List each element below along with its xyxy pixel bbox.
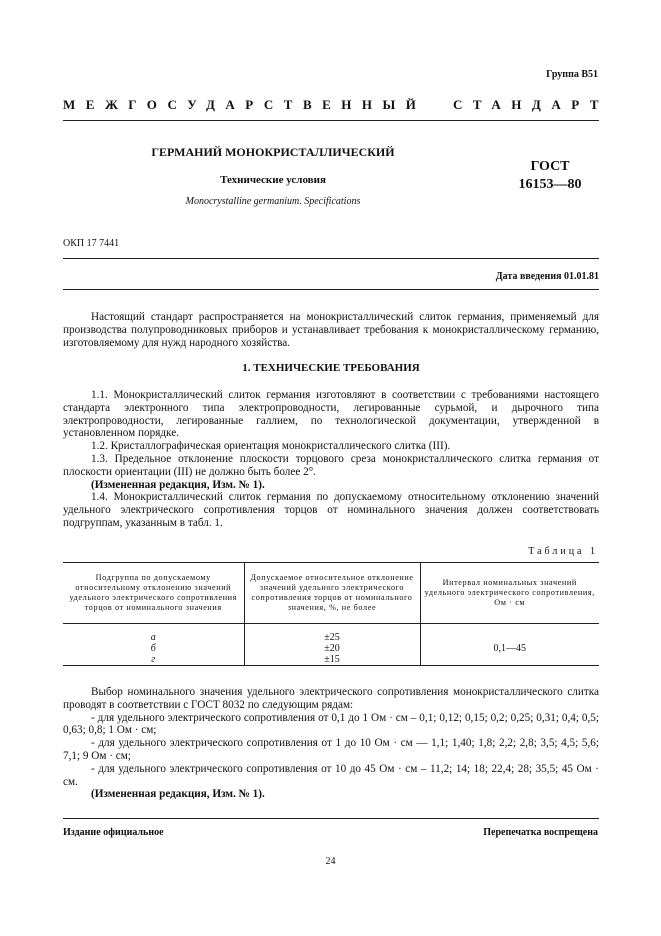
subgroup-b: б (150, 643, 156, 654)
header-deviation: Допускаемое относительное отклонение значений удельного электрического сопротивления торцов от номинального значения, %, не более (244, 563, 420, 624)
gost-number: 16153—80 (518, 177, 582, 192)
english-title: Monocrystalline germanium. Specifications (185, 196, 361, 207)
clause-1-3: 1.3. Предельное отклонение плоскости торцового среза монокристаллического слитка германия от плоскости ориентации (III) не должно быть более 2°. (63, 452, 599, 478)
page-number: 24 (325, 856, 336, 867)
document-subtitle: Технические условия (220, 174, 326, 186)
introduction-date: Дата введения 01.01.81 (495, 271, 599, 282)
subgroup-cell (63, 632, 244, 666)
document-title: ГЕРМАНИЙ МОНОКРИСТАЛЛИЧЕСКИЙ (151, 145, 395, 159)
banner-interstate: МЕЖГОСУДАРСТВЕННЫЙ (63, 97, 427, 112)
intro-paragraph (63, 311, 599, 349)
table-caption: Таблица 1 (528, 546, 598, 557)
reprint-prohibited: Перепечатка воспрещена (483, 827, 598, 838)
date-rule (63, 289, 599, 290)
clause-1-2: 1.2. Кристаллографическая ориентация монокристаллического слитка (III). (91, 440, 451, 453)
series-intro: Выбор номинального значения удельного электрического сопротивления монокристаллического слитка проводят в соответствии с ГОСТ 8032 по следующим рядам: (63, 686, 599, 711)
banner-rule (63, 120, 599, 121)
gost-label: ГОСТ (530, 159, 570, 174)
subgroup-table (63, 562, 599, 666)
deviation-g: ±15 (324, 654, 340, 665)
series-row-1: - для удельного электрического сопротивления от 0,1 до 1 Ом · см – 0,1; 0,12; 0,15; 0,2; 0,25; 0,31; 0,4; 0,5; 0,63; 0,8; 1 Ом · см; (63, 711, 599, 737)
okp-rule (63, 258, 599, 259)
deviation-a: ±25 (324, 632, 340, 643)
official-edition: Издание официальное (63, 827, 164, 838)
subgroup-g: г (151, 654, 156, 665)
banner-standard: СТАНДАРТ (452, 97, 609, 112)
resistivity-series (63, 686, 599, 801)
clause-1-4: 1.4. Монокристаллический слиток германия по допускаемому относительному отклонению значений удельного электрического сопротивления торцов от номинального значения должен соответствовать подгруппам, указанным в табл. 1. (63, 491, 599, 529)
section-heading: 1. ТЕХНИЧЕСКИЕ ТРЕБОВАНИЯ (242, 362, 420, 374)
header-subgroup: Подгруппа по допускаемому относительному отклонению значений удельного электрического сопротивления торцов от номинального значения (63, 563, 244, 624)
header-interval: Интервал номинальных значений удельного электрического сопротивления, Ом · см (420, 563, 599, 624)
amendment-note: (Измененная редакция, Изм. № 1). (91, 478, 265, 491)
section-body (63, 389, 599, 530)
amendment-note-2: (Измененная редакция, Изм. № 1). (91, 788, 265, 801)
table-header-row (63, 563, 599, 624)
subgroup-a: а (150, 632, 156, 643)
intro-text: Настоящий стандарт распространяется на монокристаллический слиток германия, применяемый для производства полупроводниковых приборов и устанавливает требования к монокристаллическому германию, изготовляемому для нужд народного хозяйства. (63, 311, 599, 349)
deviation-b: ±20 (324, 643, 340, 654)
okp-code: ОКП 17 7441 (63, 238, 120, 249)
standard-banner (63, 97, 609, 113)
footer-rule (63, 818, 599, 819)
table-spacer (63, 624, 599, 633)
table-row (63, 632, 599, 666)
clause-1-1: 1.1. Монокристаллический слиток германия изготовляют в соответствии с требованиями настоящего стандарта электронного типа электропроводности, легированные сурьмой, и дырочного типа электропроводности, легированные галлием, по технологической документации, утвержденной в установленном порядке. (63, 389, 599, 440)
interval-cell: 0,1—45 (420, 632, 599, 666)
deviation-cell (244, 632, 420, 666)
series-row-3: - для удельного электрического сопротивления от 10 до 45 Ом · см – 11,2; 14; 18; 22,4; 28; 35,5; 45 Ом · см. (63, 762, 599, 788)
gost-designation (480, 158, 620, 194)
series-row-2: - для удельного электрического сопротивления от 1 до 10 Ом · см — 1,1; 1,40; 1,8; 2,2; 2,8; 3,5; 4,5; 5,6; 7,1; 9 Ом · см; (63, 737, 599, 762)
group-code: Группа В51 (546, 69, 598, 80)
